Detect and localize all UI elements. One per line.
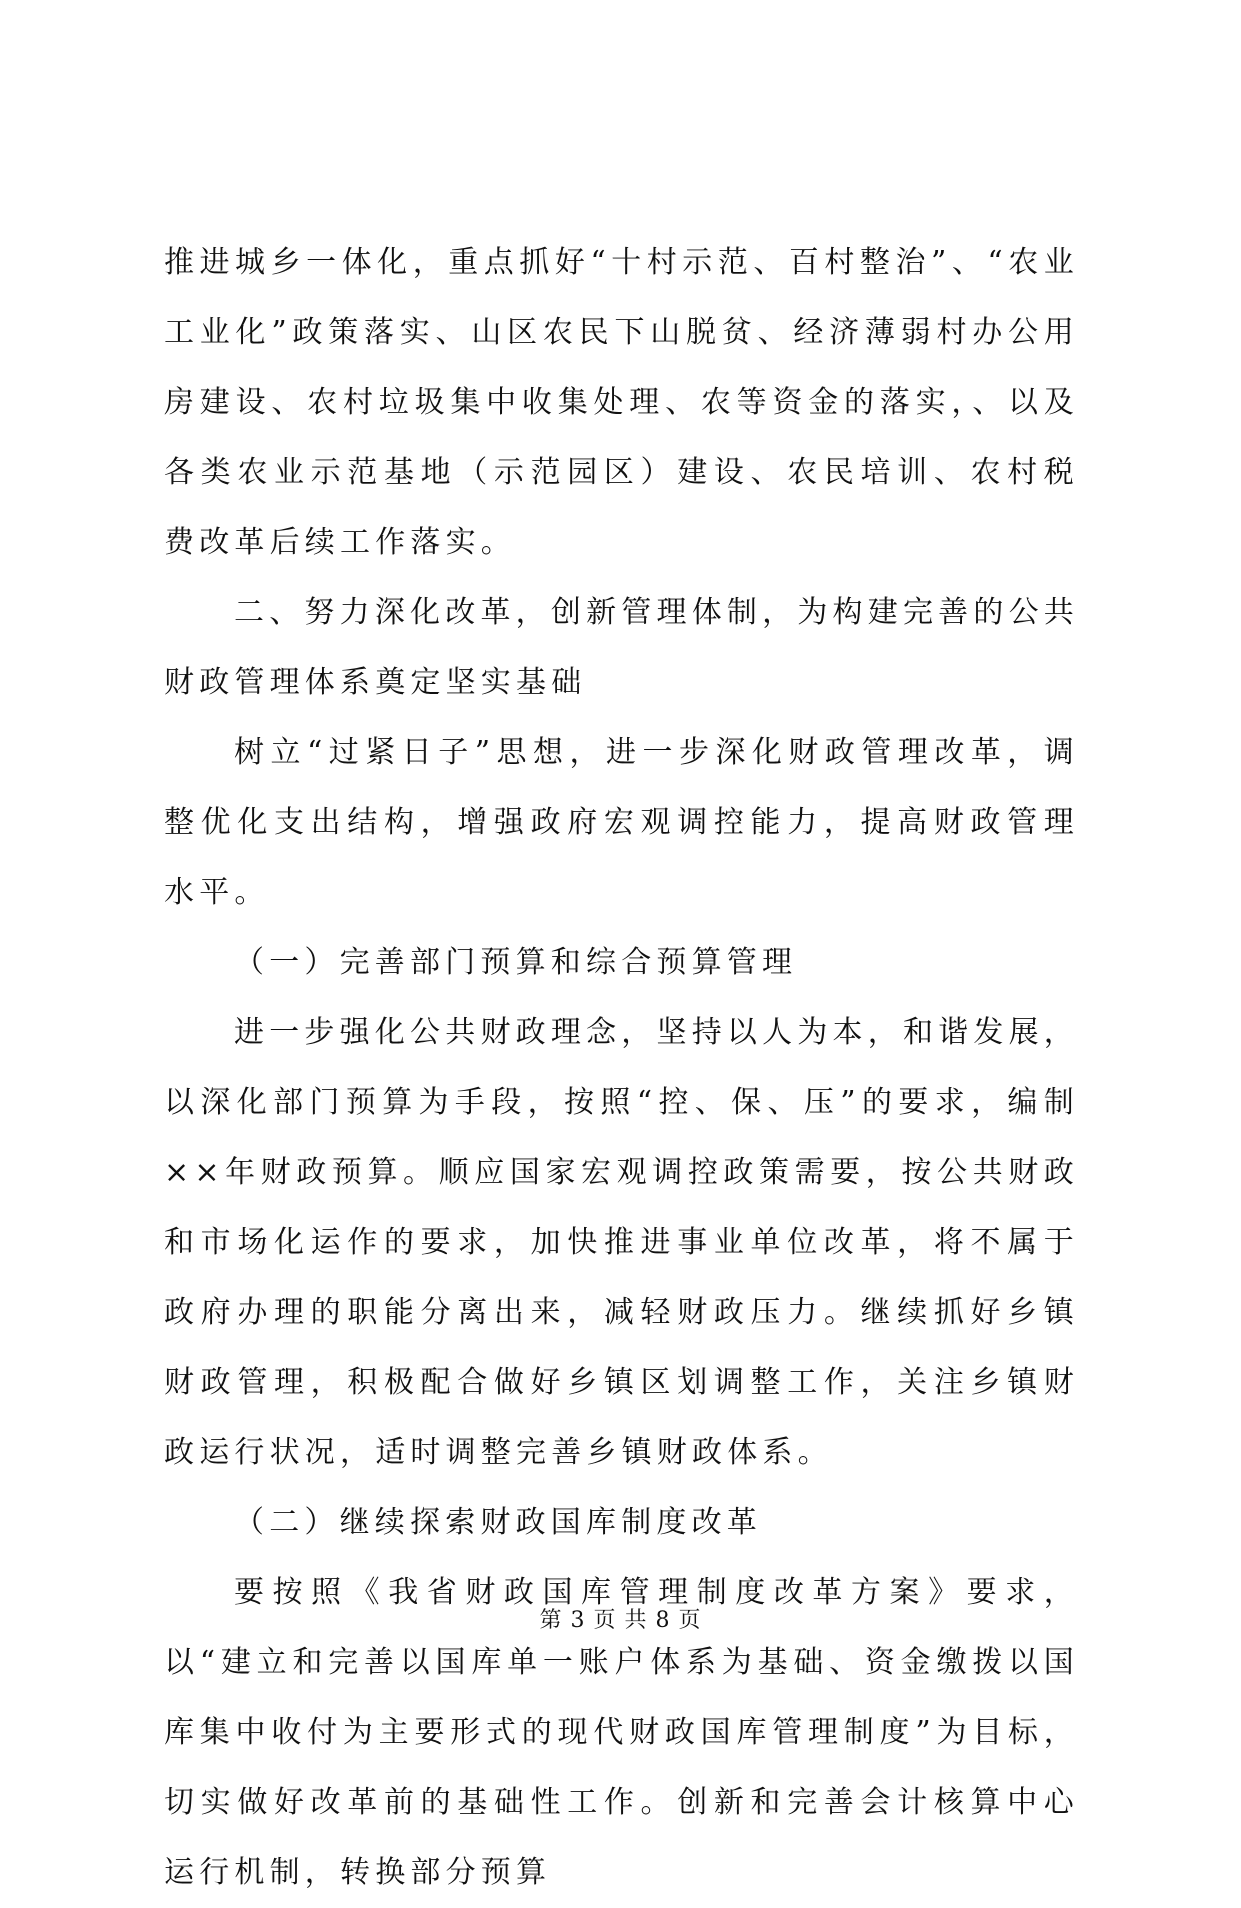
paragraph-urban-rural-integration: 推进城乡一体化，重点抓好“十村示范、百村整治”、“农业工业化”政策落实、山区农民下山脱贫、经济薄弱村办公用房建设、农村垃圾集中收集处理、农等资金的落实，、以及各类农业示范基地（示范园区）建设、农民培训、农村税费改革后续工作落实。 <box>164 245 1079 560</box>
paragraph-treasury-plan: 要按照《我省财政国库管理制度改革方案》要求，以“建立和完善以国库单一账户体系为基础、资金缴拨以国库集中收付为主要形式的现代财政国库管理制度”为目标，切实做好改革前的基础性工作。创新和完善会计核算中心运行机制，转换部分预算 <box>164 1575 1079 1890</box>
paragraph-frugal-mindset: 树立“过紧日子”思想，进一步深化财政管理改革，调整优化支出结构，增强政府宏观调控能力，提高财政管理水平。 <box>164 735 1079 910</box>
subheading-treasury-reform: （二）继续探索财政国库制度改革 <box>234 1505 762 1540</box>
subheading-department-budget: （一）完善部门预算和综合预算管理 <box>234 945 798 980</box>
section-heading-deepen-reform: 二、努力深化改革，创新管理体制，为构建完善的公共财政管理体系奠定坚实基础 <box>164 595 1079 700</box>
page-footer: 第 3 页 共 8 页 <box>539 1608 702 1633</box>
document-body <box>164 228 1079 1908</box>
paragraph-public-finance-concept: 进一步强化公共财政理念，坚持以人为本，和谐发展，以深化部门预算为手段，按照“控、保、压”的要求，编制××年财政预算。顺应国家宏观调控政策需要，按公共财政和市场化运作的要求，加快推进事业单位改革，将不属于政府办理的职能分离出来，减轻财政压力。继续抓好乡镇财政管理，积极配合做好乡镇区划调整工作，关注乡镇财政运行状况，适时调整完善乡镇财政体系。 <box>164 1015 1079 1470</box>
